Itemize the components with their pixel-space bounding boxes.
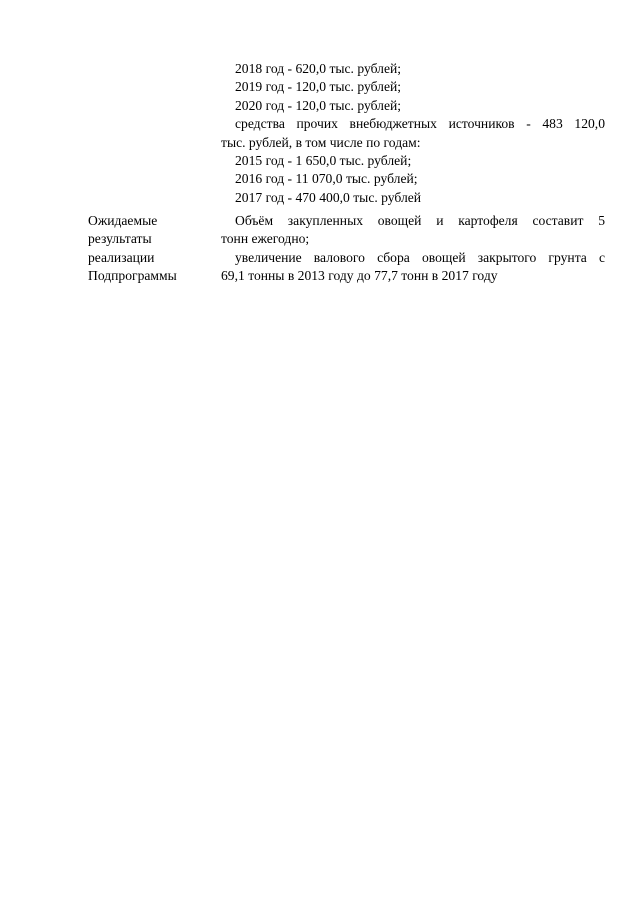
results-text-line-3: увеличение валового сбора овощей закрытого грунта с (235, 249, 605, 265)
results-label-line-2: результаты (88, 231, 152, 247)
results-block (221, 212, 605, 286)
funding-line-2020: 2020 год - 120,0 тыс. рублей; (235, 97, 402, 113)
results-label (88, 212, 213, 286)
funding-block (221, 60, 605, 207)
results-text-line-1: Объём закупленных овощей и картофеля составит 5 (235, 213, 605, 228)
results-label-line-1: Ожидаемые (88, 213, 158, 228)
results-label-line-4: Подпрограммы (88, 268, 177, 284)
results-text-line-4: 69,1 тонны в 2013 году до 77,7 тонн в 2017 году (221, 268, 498, 284)
other-sources-2016: 2016 год - 11 070,0 тыс. рублей; (235, 171, 418, 187)
results-text-line-2: тонн ежегодно; (221, 231, 310, 247)
other-sources-line-1: средства прочих внебюджетных источников - 483 120,0 (235, 116, 605, 132)
funding-line-2018: 2018 год - 620,0 тыс. рублей; (235, 61, 402, 76)
other-sources-line-2: тыс. рублей, в том числе по годам: (221, 134, 421, 150)
results-label-line-3: реализации (88, 249, 155, 265)
other-sources-2015: 2015 год - 1 650,0 тыс. рублей; (235, 152, 412, 168)
other-sources-2017: 2017 год - 470 400,0 тыс. рублей (235, 189, 422, 205)
funding-line-2019: 2019 год - 120,0 тыс. рублей; (235, 79, 402, 95)
